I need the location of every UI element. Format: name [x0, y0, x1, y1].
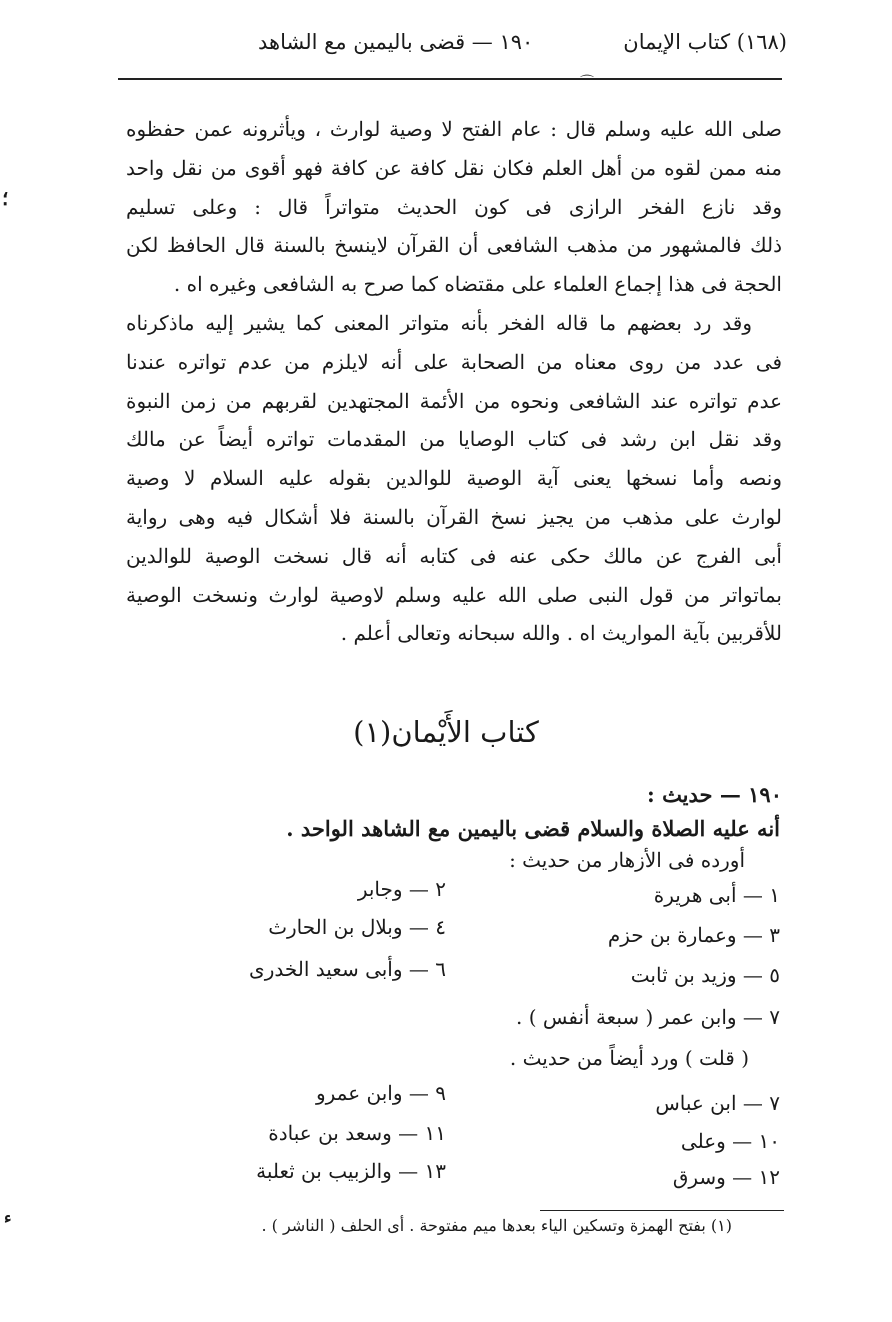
- body-line: للأقربين بآية المواريث اه . والله سبحانه وتعالى أعلم .: [340, 621, 782, 646]
- narrator-number: ١٠: [758, 1129, 780, 1153]
- margin-speck: ء: [4, 1208, 12, 1227]
- narrator-name: وبلال بن الحارث: [268, 915, 403, 939]
- narrator-name: وأبى سعيد الخدرى: [249, 957, 403, 981]
- narrator-item: ١٣ — والزبيب بن ثعلبة: [256, 1159, 446, 1183]
- hadith-number: ١٩٠ — حديث :: [647, 782, 782, 807]
- narrator-name: وابن عمر ( سبعة أنفس ) .: [515, 1005, 737, 1029]
- body-line: وقد نازع الفخر الرازى فى كون الحديث متواتراً قال : وعلى تسليم: [126, 194, 782, 219]
- body-line: فى عدد من روى معناه من الصحابة على أنه لايلزم من عدم تواتره عندنا: [126, 349, 782, 374]
- narrator-number: ٤: [435, 915, 446, 939]
- body-line: لوارث على مذهب من يجيز نسخ القرآن بالسنة فلا أشكال فيه وهى رواية: [126, 504, 782, 529]
- narrator-number: ٧: [769, 1091, 780, 1115]
- body-line: أبى الفرج عن مالك حكى عنه فى كتابه أنه قال نسخت الوصية للوالدين: [126, 543, 782, 568]
- narrator-name: وعمارة بن حزم: [607, 923, 737, 947]
- page-number-and-book-title: (١٦٨) كتاب الإيمان: [623, 30, 787, 54]
- narrator-item: ٩ — وابن عمرو: [315, 1081, 446, 1105]
- narrator-number: ٧: [769, 1005, 780, 1029]
- narrator-name: وسرق: [672, 1165, 726, 1189]
- body-line: صلى الله عليه وسلم قال : عام الفتح لا وصية لوارث ، ويأثرونه عمن حفظوه: [126, 117, 782, 141]
- narrator-item: ٥ — وزيد بن ثابت: [630, 963, 780, 987]
- body-line: عدم تواتره عند الشافعى ونحوه من الأئمة المجتهدين لقربهم من زمن النبوة: [126, 388, 782, 413]
- header-rule: [118, 78, 782, 80]
- narrator-number: ٢: [435, 877, 446, 901]
- body-line: ذلك فالمشهور من مذهب الشافعى أن القرآن لاينسخ بالسنة قال الحافظ لكن: [126, 233, 782, 258]
- chapter-title: كتاب الأَيْمان(١): [353, 715, 539, 749]
- body-line: بماتواتر من قول النبى صلى الله عليه وسلم لاوصية لوارث ونسخت الوصية: [126, 582, 782, 607]
- body-line: وقد نقل ابن رشد فى كتاب الوصايا من المقدمات تواتره أيضاً عن مالك: [126, 427, 782, 452]
- narrator-number: ١١: [424, 1121, 446, 1145]
- narrator-name: وسعد بن عبادة: [268, 1121, 392, 1145]
- narrator-number: ١: [769, 883, 780, 907]
- header-ornament: ⌒: [580, 75, 594, 91]
- narrator-number: ١٢: [758, 1165, 780, 1189]
- running-title: ١٩٠ — قضى باليمين مع الشاهد: [258, 30, 534, 54]
- narrator-item: ١٠ — وعلى: [680, 1129, 780, 1153]
- narrator-name: وزيد بن ثابت: [630, 963, 737, 987]
- margin-speck: ؛: [2, 186, 9, 210]
- narrator-name: وجابر: [357, 877, 403, 901]
- hadith-text: أنه عليه الصلاة والسلام قضى باليمين مع الشاهد الواحد .: [286, 816, 780, 841]
- narrator-number: ٥: [769, 963, 780, 987]
- narrator-item: ١٢ — وسرق: [672, 1165, 780, 1189]
- narrator-item: ٧ — وابن عمر ( سبعة أنفس ) .: [515, 1005, 780, 1029]
- narrator-item: ٢ — وجابر: [357, 877, 446, 901]
- narrator-name: وابن عمرو: [315, 1081, 403, 1105]
- narrator-item: ٦ — وأبى سعيد الخدرى: [249, 957, 446, 981]
- narrator-name: وعلى: [680, 1129, 726, 1153]
- narrator-number: ٣: [769, 923, 780, 947]
- narrator-name: والزبيب بن ثعلبة: [256, 1159, 392, 1183]
- narrator-number: ٦: [435, 957, 446, 981]
- narrator-item: ١ — أبى هريرة: [653, 883, 780, 907]
- footnote-rule: [540, 1210, 784, 1211]
- body-text: [126, 110, 782, 653]
- narrator-item: ٣ — وعمارة بن حزم: [607, 923, 780, 947]
- footnote: (١) بفتح الهمزة وتسكين الياء بعدها ميم مفتوحة . أى الحلف ( الناشر ) .: [261, 1216, 732, 1235]
- body-line: منه ممن لقوه من أهل العلم فكان نقل كافة عن كافة فهو أقوى من نقل واحد: [126, 155, 782, 180]
- narrator-name: ابن عباس: [655, 1091, 737, 1115]
- body-line: الحجة فى هذا إجماع العلماء على مقتضاه كما صرح به الشافعى وغيره اه .: [173, 272, 782, 297]
- body-line: وقد رد بعضهم ما قاله الفخر بأنه متواتر المعنى كما يشير إليه ماذكرناه: [126, 310, 752, 335]
- qult-note: ( قلت ) ورد أيضاً من حديث .: [509, 1046, 749, 1070]
- hadith-intro: أورده فى الأزهار من حديث :: [509, 848, 745, 872]
- narrator-number: ١٣: [424, 1159, 446, 1183]
- narrator-item: ٧ — ابن عباس: [655, 1091, 780, 1115]
- narrator-item: ٤ — وبلال بن الحارث: [268, 915, 446, 939]
- narrator-item: ١١ — وسعد بن عبادة: [268, 1121, 446, 1145]
- body-line: ونصه وأما نسخها يعنى آية الوصية للوالدين بقوله عليه السلام لا وصية: [126, 466, 782, 491]
- narrator-name: أبى هريرة: [653, 883, 737, 907]
- narrator-number: ٩: [435, 1081, 446, 1105]
